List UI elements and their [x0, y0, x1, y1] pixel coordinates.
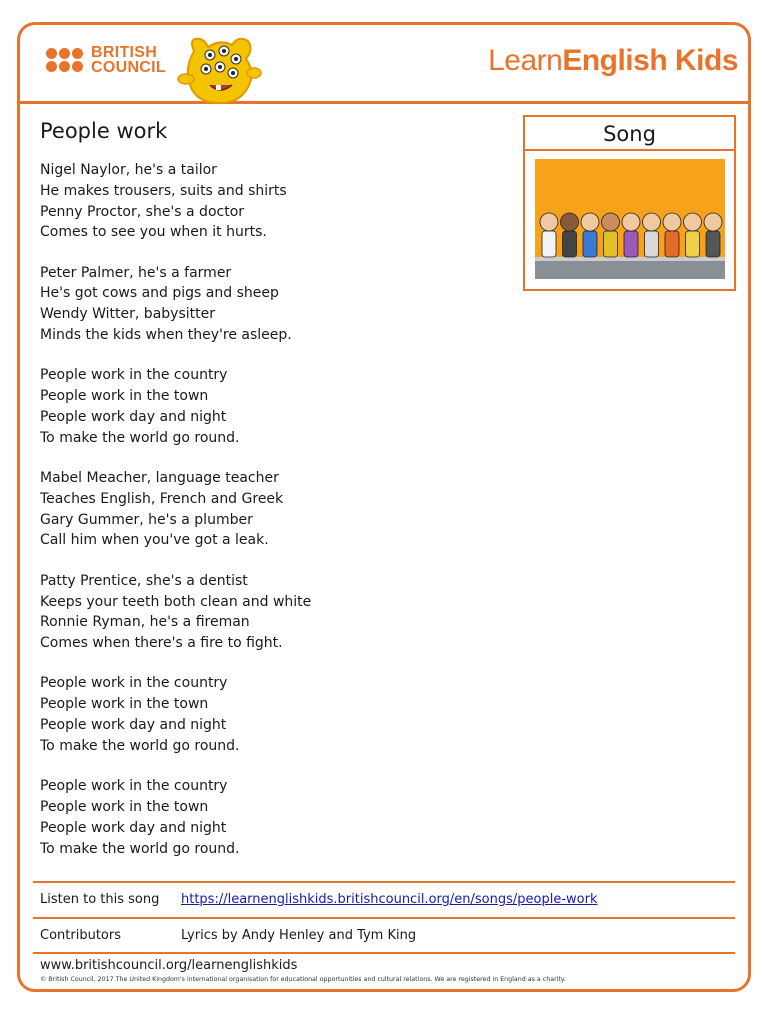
character-body: [645, 231, 659, 257]
header-divider: [20, 101, 748, 104]
logo-english-kids: English Kids: [562, 44, 738, 77]
character-body: [686, 231, 700, 257]
lyrics-stanza: [40, 160, 510, 243]
lyric-line: Gary Gummer, he's a plumber: [40, 511, 253, 528]
lyric-line: Teaches English, French and Greek: [40, 490, 284, 507]
lyric-line: People work in the country: [40, 367, 228, 384]
lyric-line: Minds the kids when they're asleep.: [40, 327, 292, 344]
lyrics-stanza: [40, 776, 510, 859]
lyrics-stanza: [40, 468, 510, 551]
character-body: [542, 231, 556, 257]
lyric-line: Mabel Meacher, language teacher: [40, 470, 279, 487]
character-body: [665, 231, 679, 257]
british-council-dots-icon: [46, 48, 83, 72]
lyric-line: To make the world go round.: [40, 737, 240, 754]
character-head: [561, 213, 579, 231]
character-head: [643, 213, 661, 231]
lyric-line: People work day and night: [40, 717, 227, 734]
page-title: People work: [40, 119, 168, 143]
contributors-value: Lyrics by Andy Henley and Tym King: [181, 928, 417, 943]
character-head: [622, 213, 640, 231]
character-body: [583, 231, 597, 257]
listen-label: Listen to this song: [40, 892, 160, 907]
character-head: [704, 213, 722, 231]
lyric-line: To make the world go round.: [40, 429, 240, 446]
lyric-line: To make the world go round.: [40, 840, 240, 857]
category-label: Song: [525, 117, 734, 151]
learnenglish-kids-logo: [488, 44, 738, 78]
footer-url[interactable]: www.britishcouncil.org/learnenglishkids: [40, 958, 298, 973]
lyric-line: Patty Prentice, she's a dentist: [40, 572, 248, 589]
lyric-line: Call him when you've got a leak.: [40, 532, 269, 549]
lyric-line: Penny Proctor, she's a doctor: [40, 203, 245, 220]
lyric-line: Wendy Witter, babysitter: [40, 306, 215, 323]
song-link[interactable]: https://learnenglishkids.britishcouncil.org/en/songs/people-work: [181, 892, 598, 907]
lyric-line: People work day and night: [40, 819, 227, 836]
logo-learn: Learn: [488, 44, 563, 77]
monster-mascot-icon: [176, 33, 262, 107]
character-head: [602, 213, 620, 231]
lyric-line: People work in the country: [40, 675, 228, 692]
lyric-line: He makes trousers, suits and shirts: [40, 182, 287, 199]
info-divider-top: [33, 881, 735, 883]
character-body: [624, 231, 638, 257]
lyric-line: Comes to see you when it hurts.: [40, 224, 267, 241]
lyric-line: Comes when there's a fire to fight.: [40, 635, 283, 652]
character-head: [663, 213, 681, 231]
british-council-line2: COUNCIL: [91, 59, 166, 76]
lyrics-stanza: [40, 263, 510, 346]
lyric-line: People work in the town: [40, 388, 209, 405]
footer-legal-text: © British Council, 2017 The United Kingdom's international organisation for educational opportunities and cultural relations. We are registered in England as a charity.: [40, 976, 566, 983]
british-council-logo: [46, 45, 166, 75]
british-council-line1: BRITISH: [91, 44, 158, 61]
lyrics-stanza: [40, 673, 510, 756]
contributors-label: Contributors: [40, 928, 121, 943]
song-thumbnail-image[interactable]: [535, 159, 725, 279]
character-head: [581, 213, 599, 231]
lyric-line: People work in the town: [40, 696, 209, 713]
lyric-line: People work in the country: [40, 778, 228, 795]
lyric-line: He's got cows and pigs and sheep: [40, 285, 279, 302]
lyric-line: People work in the town: [40, 798, 209, 815]
character-body: [604, 231, 618, 257]
lyrics-stanza: [40, 571, 510, 654]
song-panel: [523, 115, 736, 291]
lyric-line: Keeps your teeth both clean and white: [40, 593, 312, 610]
lyric-line: Ronnie Ryman, he's a fireman: [40, 614, 250, 631]
character-head: [540, 213, 558, 231]
info-divider-middle: [33, 917, 735, 919]
character-body: [563, 231, 577, 257]
lyrics-stanza: [40, 365, 510, 448]
lyrics-body: [40, 160, 510, 879]
lyric-line: People work day and night: [40, 408, 227, 425]
character-body: [706, 231, 720, 257]
info-divider-bottom: [33, 952, 735, 954]
lyric-line: Peter Palmer, he's a farmer: [40, 264, 232, 281]
lyric-line: Nigel Naylor, he's a tailor: [40, 162, 217, 178]
character-head: [684, 213, 702, 231]
